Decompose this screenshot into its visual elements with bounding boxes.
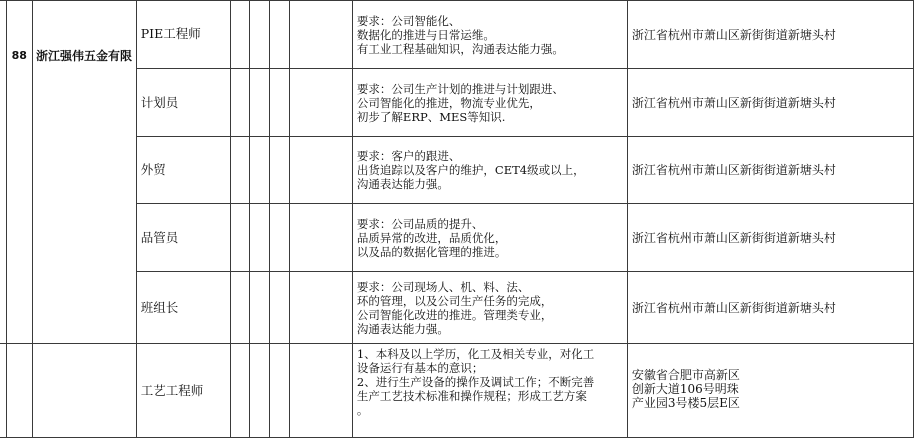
empty-cell <box>250 344 270 438</box>
empty-cell <box>250 272 270 344</box>
job-requirements: 1、本科及以上学历，化工及相关专业，对化工 设备运行有基本的意识； 2、进行生产设备的操作及调试工作；不断完善 生产工艺技术标准和操作规程；形成工艺方案 。 <box>352 344 627 438</box>
job-title: 工艺工程师 <box>136 344 230 438</box>
company-name <box>32 344 136 438</box>
company-name: 浙江强伟五金有限 <box>32 1 136 344</box>
empty-cell <box>230 204 250 272</box>
empty-cell <box>250 69 270 137</box>
job-title: 品管员 <box>136 204 230 272</box>
empty-cell <box>250 1 270 69</box>
empty-cell <box>270 272 290 344</box>
job-requirements: 要求：客户的跟进、 出货追踪以及客户的维护，CET4级或以上， 沟通表达能力强。 <box>352 137 627 204</box>
empty-cell <box>289 204 352 272</box>
job-requirements: 要求：公司品质的提升、 品质异常的改进，品质优化， 以及品的数据化管理的推进。 <box>352 204 627 272</box>
empty-cell <box>289 69 352 137</box>
empty-cell <box>270 137 290 204</box>
job-requirements: 要求：公司智能化、 数据化的推进与日常运维。 有工业工程基础知识，沟通表达能力强。 <box>352 1 627 69</box>
table-row <box>0 272 914 344</box>
empty-cell <box>250 137 270 204</box>
table-row <box>0 204 914 272</box>
empty-cell <box>289 272 352 344</box>
job-title: 班组长 <box>136 272 230 344</box>
table-row <box>0 344 914 438</box>
empty-cell <box>230 1 250 69</box>
empty-cell <box>250 204 270 272</box>
work-address: 浙江省杭州市萧山区新街街道新塘头村 <box>627 69 913 137</box>
job-title: PIE工程师 <box>136 1 230 69</box>
empty-cell <box>230 137 250 204</box>
empty-cell <box>289 344 352 438</box>
work-address: 浙江省杭州市萧山区新街街道新塘头村 <box>627 272 913 344</box>
company-number: 88 <box>6 1 32 344</box>
company-number <box>6 344 32 438</box>
empty-cell <box>230 272 250 344</box>
empty-cell <box>270 204 290 272</box>
work-address: 浙江省杭州市萧山区新街街道新塘头村 <box>627 137 913 204</box>
empty-cell <box>230 69 250 137</box>
empty-cell <box>230 344 250 438</box>
empty-cell <box>270 1 290 69</box>
table-row <box>0 1 914 69</box>
work-address: 安徽省合肥市高新区 创新大道106号明珠 产业园3号楼5层E区 <box>627 344 913 438</box>
table-row <box>0 137 914 204</box>
work-address: 浙江省杭州市萧山区新街街道新塘头村 <box>627 1 913 69</box>
empty-cell <box>270 344 290 438</box>
job-requirements: 要求：公司现场人、机、料、法、 环的管理，以及公司生产任务的完成， 公司智能化改进的推进。管理类专业， 沟通表达能力强。 <box>352 272 627 344</box>
job-title: 外贸 <box>136 137 230 204</box>
empty-cell <box>289 1 352 69</box>
table-row <box>0 69 914 137</box>
empty-cell <box>289 137 352 204</box>
job-title: 计划员 <box>136 69 230 137</box>
empty-cell <box>270 69 290 137</box>
job-requirements: 要求：公司生产计划的推进与计划跟进、 公司智能化的推进，物流专业优先， 初步了解ERP、MES等知识. <box>352 69 627 137</box>
work-address: 浙江省杭州市萧山区新街街道新塘头村 <box>627 204 913 272</box>
